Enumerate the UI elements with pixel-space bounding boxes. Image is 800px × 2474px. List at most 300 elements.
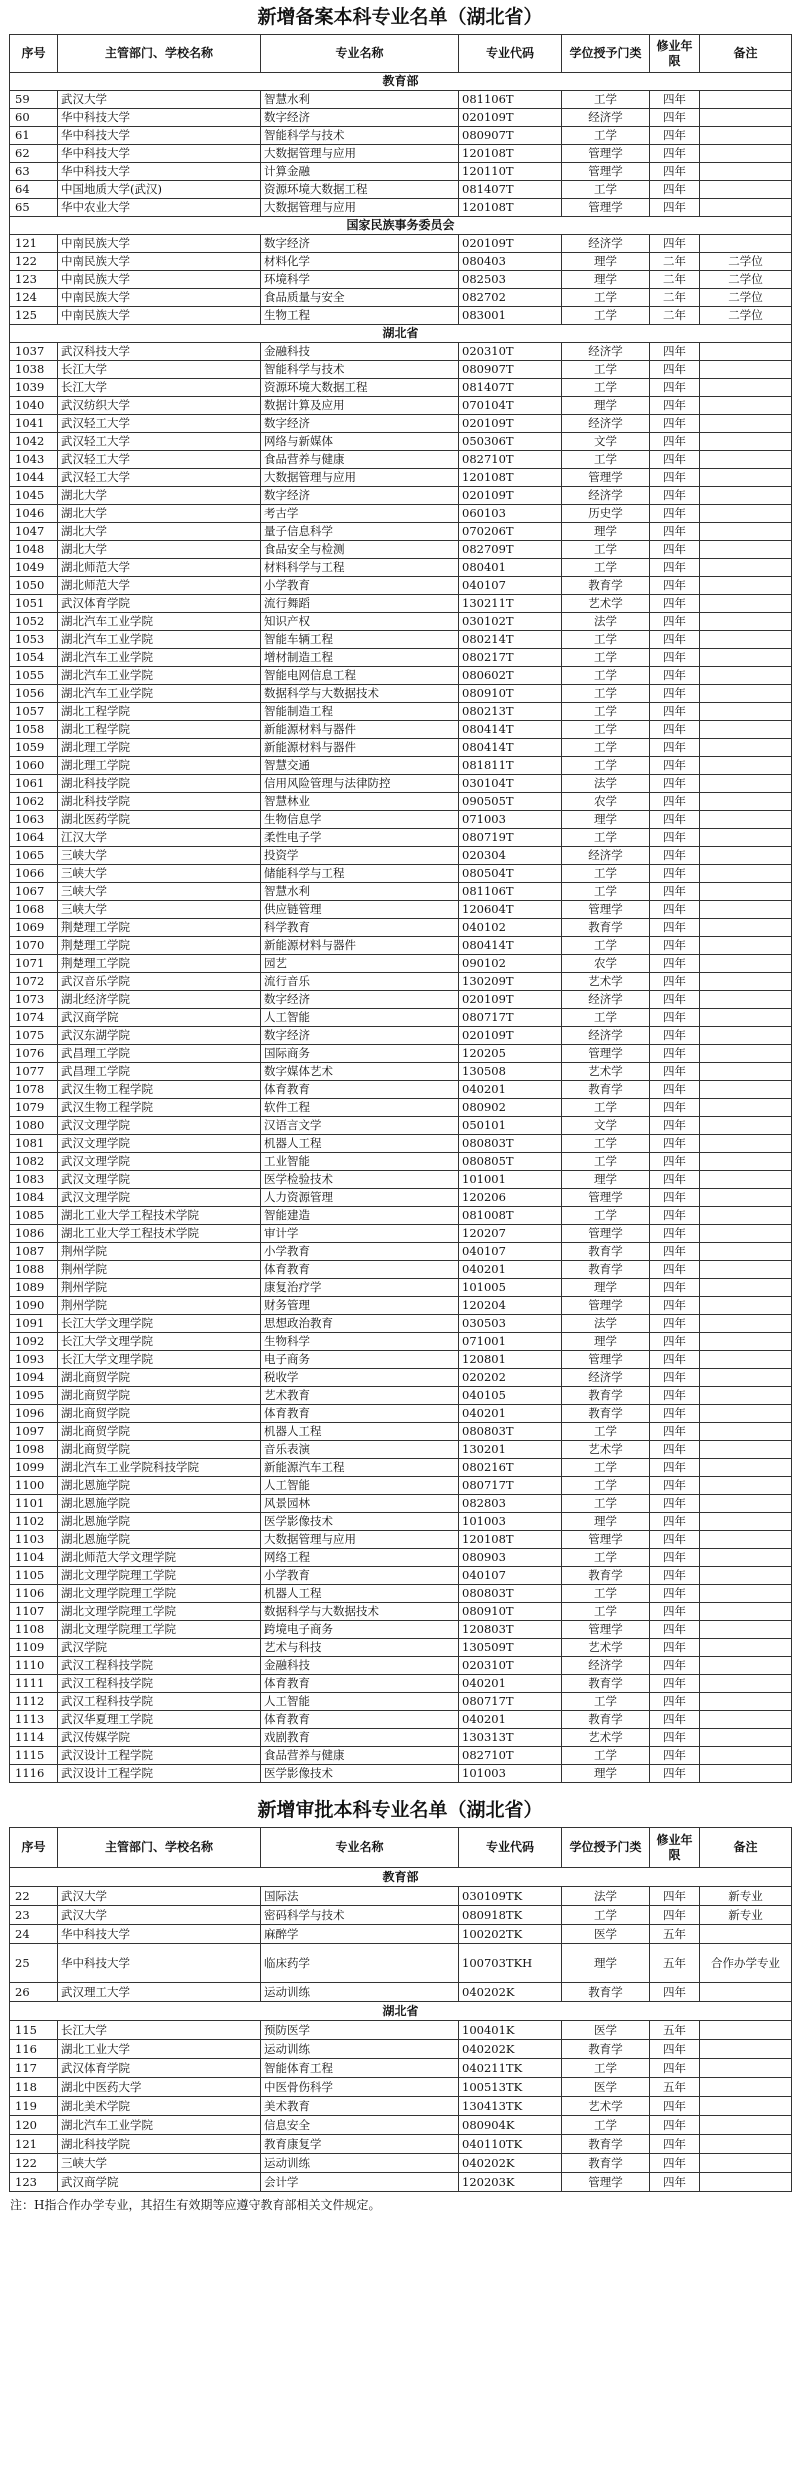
col-major: 信用风险管理与法律防控 [261, 775, 459, 793]
col-major: 数字媒体艺术 [261, 1063, 459, 1081]
col-school: 湖北工业大学工程技术学院 [58, 1207, 261, 1225]
col-years: 四年 [650, 1009, 700, 1027]
col-degree: 工学 [562, 883, 650, 901]
col-index: 1047 [10, 523, 58, 541]
col-major: 医学检验技术 [261, 1171, 459, 1189]
col-major: 流行舞蹈 [261, 595, 459, 613]
col-degree: 管理学 [562, 901, 650, 919]
col-remark [700, 757, 792, 775]
header-col-years: 修业年限 [650, 1828, 700, 1868]
col-major: 智能建造 [261, 1207, 459, 1225]
col-degree: 艺术学 [562, 1441, 650, 1459]
col-school: 湖北商贸学院 [58, 1405, 261, 1423]
col-degree: 管理学 [562, 469, 650, 487]
col-degree: 工学 [562, 2116, 650, 2135]
col-index: 26 [10, 1983, 58, 2002]
col-remark [700, 1657, 792, 1675]
col-remark [700, 1585, 792, 1603]
col-index: 1061 [10, 775, 58, 793]
col-major: 康复治疗学 [261, 1279, 459, 1297]
col-index: 122 [10, 253, 58, 271]
col-school: 湖北商贸学院 [58, 1387, 261, 1405]
col-major: 材料科学与工程 [261, 559, 459, 577]
col-degree: 工学 [562, 829, 650, 847]
col-degree: 理学 [562, 1333, 650, 1351]
table-row [10, 919, 792, 937]
table-row [10, 595, 792, 613]
col-major: 人工智能 [261, 1009, 459, 1027]
col-years: 四年 [650, 1063, 700, 1081]
col-major: 密码科学与技术 [261, 1906, 459, 1925]
col-school: 湖北工业大学 [58, 2040, 261, 2059]
col-degree: 管理学 [562, 145, 650, 163]
col-school: 湖北汽车工业学院 [58, 613, 261, 631]
col-school: 湖北汽车工业学院科技学院 [58, 1459, 261, 1477]
col-remark [700, 1459, 792, 1477]
col-code: 130209T [459, 973, 562, 991]
col-major: 供应链管理 [261, 901, 459, 919]
section-row [10, 325, 792, 343]
col-degree: 工学 [562, 1477, 650, 1495]
col-degree: 经济学 [562, 847, 650, 865]
col-school: 华中科技大学 [58, 145, 261, 163]
col-index: 124 [10, 289, 58, 307]
col-degree: 管理学 [562, 1225, 650, 1243]
section-row [10, 73, 792, 91]
col-school: 华中科技大学 [58, 1925, 261, 1944]
col-degree: 工学 [562, 703, 650, 721]
col-index: 1084 [10, 1189, 58, 1207]
col-code: 030503 [459, 1315, 562, 1333]
col-remark [700, 1135, 792, 1153]
col-remark [700, 1747, 792, 1765]
col-years: 四年 [650, 487, 700, 505]
col-remark [700, 577, 792, 595]
col-remark [700, 91, 792, 109]
col-code: 130313T [459, 1729, 562, 1747]
col-code: 071003 [459, 811, 562, 829]
col-index: 1054 [10, 649, 58, 667]
col-remark [700, 1405, 792, 1423]
col-index: 1078 [10, 1081, 58, 1099]
col-index: 1080 [10, 1117, 58, 1135]
col-code: 120204 [459, 1297, 562, 1315]
col-major: 智能电网信息工程 [261, 667, 459, 685]
col-index: 118 [10, 2078, 58, 2097]
col-remark [700, 1495, 792, 1513]
col-degree: 工学 [562, 739, 650, 757]
col-school: 武汉大学 [58, 91, 261, 109]
table-row [10, 271, 792, 289]
col-remark [700, 1099, 792, 1117]
col-remark [700, 991, 792, 1009]
col-major: 体育教育 [261, 1081, 459, 1099]
col-school: 湖北商贸学院 [58, 1441, 261, 1459]
col-index: 64 [10, 181, 58, 199]
col-degree: 工学 [562, 1423, 650, 1441]
col-index: 1091 [10, 1315, 58, 1333]
section-title: 国家民族事务委员会 [10, 217, 792, 235]
col-index: 1083 [10, 1171, 58, 1189]
table-row [10, 973, 792, 991]
col-index: 1090 [10, 1297, 58, 1315]
col-years: 四年 [650, 1261, 700, 1279]
col-years: 四年 [650, 685, 700, 703]
col-code: 120803T [459, 1621, 562, 1639]
col-school: 武汉设计工程学院 [58, 1765, 261, 1783]
col-years: 四年 [650, 109, 700, 127]
col-years: 四年 [650, 1675, 700, 1693]
col-index: 1050 [10, 577, 58, 595]
col-code: 081106T [459, 91, 562, 109]
col-years: 四年 [650, 1639, 700, 1657]
col-remark [700, 1027, 792, 1045]
col-code: 080910T [459, 1603, 562, 1621]
col-years: 四年 [650, 199, 700, 217]
col-school: 武汉文理学院 [58, 1171, 261, 1189]
col-years: 四年 [650, 1405, 700, 1423]
col-index: 1106 [10, 1585, 58, 1603]
table-row [10, 1983, 792, 2002]
col-code: 050101 [459, 1117, 562, 1135]
col-code: 020304 [459, 847, 562, 865]
col-years: 四年 [650, 2135, 700, 2154]
col-degree: 工学 [562, 1009, 650, 1027]
col-school: 荆州学院 [58, 1261, 261, 1279]
table-row [10, 685, 792, 703]
col-years: 四年 [650, 145, 700, 163]
table-row [10, 1621, 792, 1639]
table-row [10, 1925, 792, 1944]
col-remark [700, 1387, 792, 1405]
col-years: 四年 [650, 127, 700, 145]
col-code: 080907T [459, 127, 562, 145]
col-degree: 理学 [562, 523, 650, 541]
col-index: 1112 [10, 1693, 58, 1711]
col-index: 121 [10, 2135, 58, 2154]
col-major: 教育康复学 [261, 2135, 459, 2154]
header-col-index: 序号 [10, 1828, 58, 1868]
col-school: 武汉体育学院 [58, 2059, 261, 2078]
col-code: 020109T [459, 235, 562, 253]
col-school: 湖北医药学院 [58, 811, 261, 829]
col-school: 湖北科技学院 [58, 793, 261, 811]
table-row [10, 397, 792, 415]
col-school: 湖北理工学院 [58, 757, 261, 775]
col-remark [700, 451, 792, 469]
table-row [10, 2116, 792, 2135]
col-years: 四年 [650, 667, 700, 685]
col-code: 082710T [459, 451, 562, 469]
col-code: 130201 [459, 1441, 562, 1459]
col-degree: 工学 [562, 2059, 650, 2078]
col-code: 071001 [459, 1333, 562, 1351]
col-degree: 工学 [562, 1585, 650, 1603]
col-years: 四年 [650, 2154, 700, 2173]
col-years: 四年 [650, 505, 700, 523]
col-major: 运动训练 [261, 2040, 459, 2059]
col-remark [700, 1675, 792, 1693]
col-years: 四年 [650, 1585, 700, 1603]
col-school: 武汉生物工程学院 [58, 1081, 261, 1099]
col-degree: 艺术学 [562, 1729, 650, 1747]
col-major: 知识产权 [261, 613, 459, 631]
col-code: 082702 [459, 289, 562, 307]
col-years: 四年 [650, 1747, 700, 1765]
col-remark [700, 415, 792, 433]
col-school: 华中科技大学 [58, 109, 261, 127]
col-years: 四年 [650, 1567, 700, 1585]
col-major: 智慧水利 [261, 91, 459, 109]
col-major: 汉语言文学 [261, 1117, 459, 1135]
col-index: 1071 [10, 955, 58, 973]
table-row [10, 1549, 792, 1567]
col-degree: 工学 [562, 631, 650, 649]
col-school: 武昌理工学院 [58, 1063, 261, 1081]
table-row [10, 1045, 792, 1063]
col-remark: 新专业 [700, 1887, 792, 1906]
col-degree: 工学 [562, 289, 650, 307]
col-code: 101005 [459, 1279, 562, 1297]
col-major: 大数据管理与应用 [261, 1531, 459, 1549]
col-index: 1058 [10, 721, 58, 739]
col-years: 四年 [650, 1657, 700, 1675]
col-index: 1116 [10, 1765, 58, 1783]
col-years: 四年 [650, 1333, 700, 1351]
table-row [10, 1675, 792, 1693]
table-row [10, 145, 792, 163]
col-index: 1100 [10, 1477, 58, 1495]
col-code: 081407T [459, 379, 562, 397]
col-years: 四年 [650, 1297, 700, 1315]
col-remark [700, 1315, 792, 1333]
col-years: 四年 [650, 1081, 700, 1099]
col-school: 湖北商贸学院 [58, 1423, 261, 1441]
header-col-code: 专业代码 [459, 1828, 562, 1868]
table-row [10, 163, 792, 181]
col-years: 四年 [650, 973, 700, 991]
col-major: 生物信息学 [261, 811, 459, 829]
col-index: 1049 [10, 559, 58, 577]
col-remark: 二学位 [700, 271, 792, 289]
col-degree: 法学 [562, 613, 650, 631]
col-index: 1069 [10, 919, 58, 937]
col-years: 四年 [650, 595, 700, 613]
col-school: 湖北汽车工业学院 [58, 685, 261, 703]
table-row [10, 379, 792, 397]
col-index: 1048 [10, 541, 58, 559]
col-school: 荆州学院 [58, 1297, 261, 1315]
col-major: 智能制造工程 [261, 703, 459, 721]
col-years: 四年 [650, 559, 700, 577]
col-years: 四年 [650, 1603, 700, 1621]
col-remark [700, 1333, 792, 1351]
col-degree: 经济学 [562, 487, 650, 505]
col-years: 四年 [650, 1171, 700, 1189]
col-code: 080907T [459, 361, 562, 379]
col-remark [700, 235, 792, 253]
col-index: 1104 [10, 1549, 58, 1567]
col-remark [700, 1279, 792, 1297]
table-row [10, 1887, 792, 1906]
col-school: 武汉科技大学 [58, 343, 261, 361]
col-remark: 二学位 [700, 253, 792, 271]
section-row [10, 217, 792, 235]
col-school: 三峡大学 [58, 2154, 261, 2173]
col-school: 湖北恩施学院 [58, 1495, 261, 1513]
col-school: 湖北师范大学 [58, 559, 261, 577]
col-code: 081106T [459, 883, 562, 901]
col-remark [700, 1765, 792, 1783]
table-row [10, 1315, 792, 1333]
table-row [10, 757, 792, 775]
table-row [10, 235, 792, 253]
col-code: 070104T [459, 397, 562, 415]
col-school: 中南民族大学 [58, 307, 261, 325]
col-remark [700, 955, 792, 973]
col-index: 24 [10, 1925, 58, 1944]
col-school: 湖北师范大学文理学院 [58, 1549, 261, 1567]
col-remark [700, 2078, 792, 2097]
col-degree: 医学 [562, 2078, 650, 2097]
col-remark: 新专业 [700, 1906, 792, 1925]
col-degree: 工学 [562, 685, 650, 703]
col-school: 武汉大学 [58, 1906, 261, 1925]
col-code: 080214T [459, 631, 562, 649]
table-row [10, 361, 792, 379]
col-degree: 管理学 [562, 1297, 650, 1315]
col-code: 080401 [459, 559, 562, 577]
col-degree: 管理学 [562, 2173, 650, 2192]
col-remark [700, 1423, 792, 1441]
col-major: 食品营养与健康 [261, 1747, 459, 1765]
table-row [10, 1747, 792, 1765]
col-years: 四年 [650, 847, 700, 865]
col-major: 大数据管理与应用 [261, 199, 459, 217]
col-index: 1092 [10, 1333, 58, 1351]
col-school: 湖北文理学院理工学院 [58, 1621, 261, 1639]
col-degree: 教育学 [562, 1405, 650, 1423]
col-degree: 教育学 [562, 1567, 650, 1585]
col-major: 考古学 [261, 505, 459, 523]
col-major: 数字经济 [261, 109, 459, 127]
col-code: 080803T [459, 1135, 562, 1153]
col-degree: 艺术学 [562, 2097, 650, 2116]
col-years: 五年 [650, 2078, 700, 2097]
table-row [10, 577, 792, 595]
table-row [10, 613, 792, 631]
col-major: 智慧林业 [261, 793, 459, 811]
col-remark [700, 127, 792, 145]
col-school: 荆州学院 [58, 1243, 261, 1261]
col-years: 二年 [650, 253, 700, 271]
col-school: 湖北工程学院 [58, 721, 261, 739]
col-years: 四年 [650, 2173, 700, 2192]
col-major: 体育教育 [261, 1405, 459, 1423]
col-years: 四年 [650, 235, 700, 253]
table-row [10, 667, 792, 685]
col-school: 中国地质大学(武汉) [58, 181, 261, 199]
col-school: 武汉生物工程学院 [58, 1099, 261, 1117]
col-degree: 经济学 [562, 1657, 650, 1675]
col-remark [700, 919, 792, 937]
col-remark [700, 1261, 792, 1279]
col-degree: 医学 [562, 1925, 650, 1944]
col-years: 四年 [650, 1711, 700, 1729]
col-major: 艺术与科技 [261, 1639, 459, 1657]
col-school: 武汉文理学院 [58, 1189, 261, 1207]
col-years: 四年 [650, 469, 700, 487]
col-years: 四年 [650, 181, 700, 199]
col-index: 1079 [10, 1099, 58, 1117]
col-years: 四年 [650, 919, 700, 937]
col-index: 1064 [10, 829, 58, 847]
col-degree: 教育学 [562, 1711, 650, 1729]
col-school: 湖北师范大学 [58, 577, 261, 595]
table-row [10, 307, 792, 325]
col-index: 23 [10, 1906, 58, 1925]
table-row [10, 2059, 792, 2078]
table-row [10, 1729, 792, 1747]
col-code: 020310T [459, 1657, 562, 1675]
col-school: 武昌理工学院 [58, 1045, 261, 1063]
col-major: 麻醉学 [261, 1925, 459, 1944]
col-school: 湖北恩施学院 [58, 1477, 261, 1495]
col-degree: 工学 [562, 451, 650, 469]
col-school: 中南民族大学 [58, 235, 261, 253]
col-code: 040107 [459, 1567, 562, 1585]
col-years: 四年 [650, 649, 700, 667]
col-remark [700, 1153, 792, 1171]
col-major: 智慧交通 [261, 757, 459, 775]
col-degree: 工学 [562, 1459, 650, 1477]
table-row [10, 1459, 792, 1477]
col-years: 四年 [650, 613, 700, 631]
col-index: 1070 [10, 937, 58, 955]
table-row [10, 199, 792, 217]
col-years: 四年 [650, 1189, 700, 1207]
col-school: 三峡大学 [58, 901, 261, 919]
col-code: 040201 [459, 1261, 562, 1279]
col-degree: 教育学 [562, 2154, 650, 2173]
table-row [10, 253, 792, 271]
col-index: 1042 [10, 433, 58, 451]
table-row [10, 1225, 792, 1243]
col-code: 081407T [459, 181, 562, 199]
col-degree: 工学 [562, 1153, 650, 1171]
col-school: 武汉工程科技学院 [58, 1657, 261, 1675]
col-index: 121 [10, 235, 58, 253]
col-remark [700, 1711, 792, 1729]
col-major: 计算金融 [261, 163, 459, 181]
col-degree: 法学 [562, 1315, 650, 1333]
col-index: 120 [10, 2116, 58, 2135]
table-row [10, 991, 792, 1009]
col-code: 020310T [459, 343, 562, 361]
col-years: 四年 [650, 1207, 700, 1225]
col-school: 中南民族大学 [58, 271, 261, 289]
col-remark [700, 1369, 792, 1387]
col-index: 22 [10, 1887, 58, 1906]
col-index: 1063 [10, 811, 58, 829]
col-code: 040202K [459, 2154, 562, 2173]
table-row [10, 1207, 792, 1225]
table-row [10, 127, 792, 145]
table-row [10, 2097, 792, 2116]
col-remark [700, 1297, 792, 1315]
table-row [10, 1279, 792, 1297]
col-major: 会计学 [261, 2173, 459, 2192]
